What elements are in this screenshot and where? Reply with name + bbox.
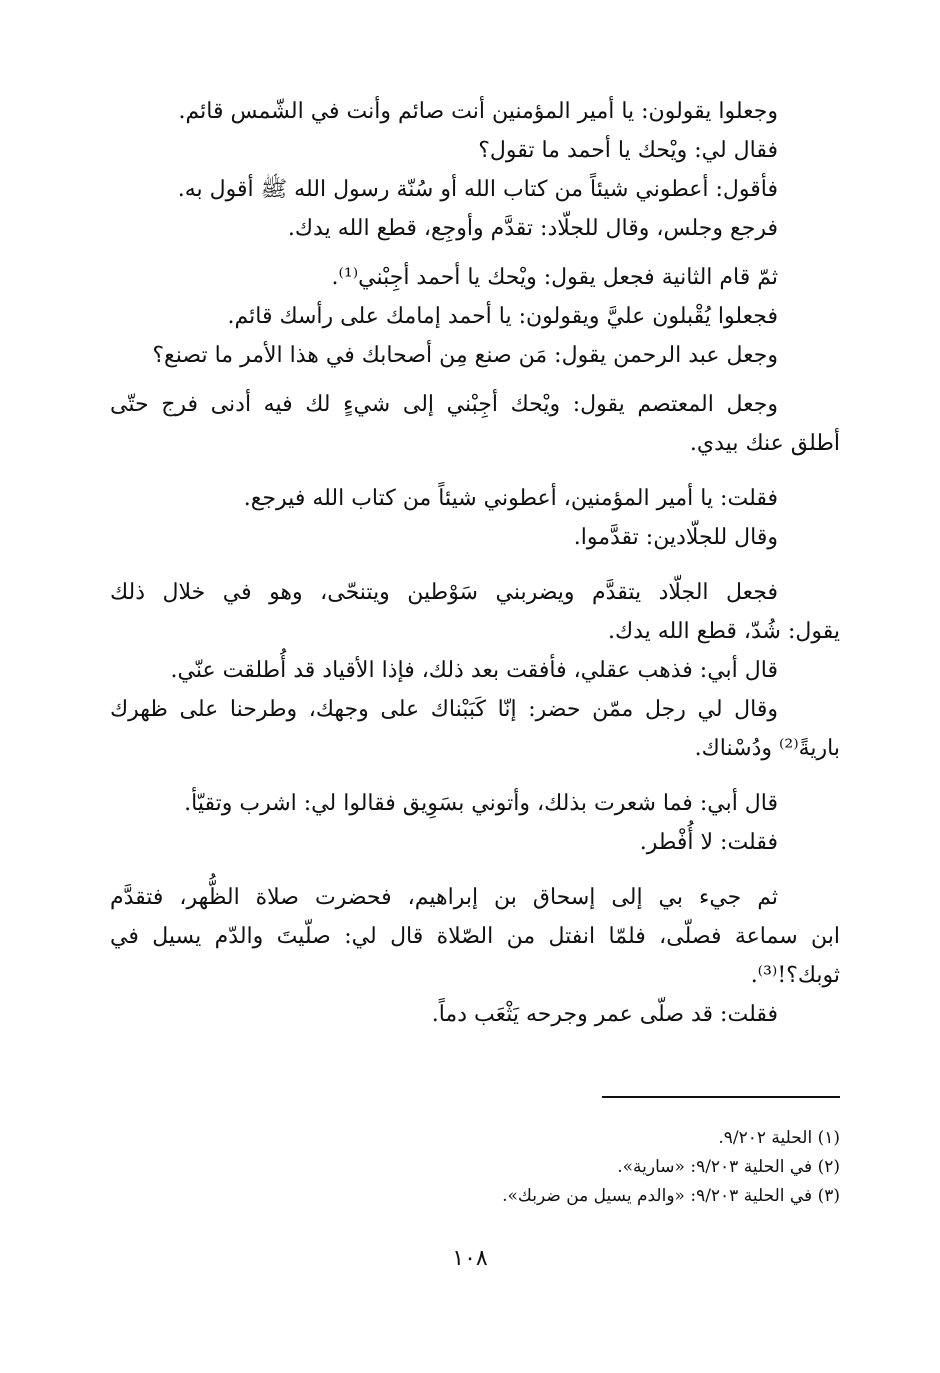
text-line: فقلت: يا أمير المؤمنين، أعطوني شيئاً من كتاب الله فيرجع. <box>243 486 778 511</box>
text-line: فقلت: لا أُفْطر. <box>639 830 778 855</box>
text-line: باريةً⁽²⁾ ودُسْناك. <box>694 736 840 761</box>
text-line: فجعل الجلّاد يتقدَّم ويضربني سَوْطين ويتنحّى، وهو في خلال ذلك <box>110 580 778 605</box>
footnote-2: (٢) في الحلية ٩/٢٠٣: «سارية». <box>617 1157 840 1177</box>
text-line: فرجع وجلس، وقال للجلّاد: تقدَّم وأوجِع، قطع الله يدك. <box>287 216 778 241</box>
text-line: وجعل المعتصم يقول: ويْحك أجِبْني إلى شيءٍ لك فيه أدنى فرج حتّى <box>110 392 778 417</box>
footnote-1: (١) الحلية ٩/٢٠٢. <box>718 1128 840 1148</box>
text-line: فأقول: أعطوني شيئاً من كتاب الله أو سُنّة رسول الله ﷺ أقول به. <box>177 177 778 202</box>
text-line: وقال للجلّادين: تقدَّموا. <box>573 525 778 550</box>
text-line: ثمّ قام الثانية فجعل يقول: ويْحك يا أحمد أجِبْني⁽¹⁾. <box>331 265 778 290</box>
footnotes <box>300 1124 840 1211</box>
text-line: وجعل عبد الرحمن يقول: مَن صنع مِن أصحابك في هذا الأمر ما تصنع؟ <box>152 343 778 368</box>
footnote-divider <box>602 1096 840 1098</box>
text-line: فجعلوا يُقْبلون عليَّ ويقولون: يا أحمد إمامك على رأسك قائم. <box>227 304 778 329</box>
text-line: ابن سماعة فصلّى، فلمّا انفتل من الصّلاة قال لي: صلّيتَ والدّم يسيل في <box>110 924 840 949</box>
text-line: فقلت: قد صلّى عمر وجرحه يَثْعَب دماً. <box>431 1002 778 1027</box>
footnote-3: (٣) في الحلية ٩/٢٠٣: «والدم يسيل من ضربك». <box>502 1186 840 1206</box>
text-line: ثوبك؟!⁽³⁾. <box>750 963 840 988</box>
text-line: قال أبي: فذهب عقلي، فأفقت بعد ذلك، فإذا الأقياد قد أُطلقت عنّي. <box>170 658 778 683</box>
page-number: ١٠٨ <box>452 1246 488 1271</box>
text-line: يقول: شُدّ، قطع الله يدك. <box>607 619 840 644</box>
text-line: فقال لي: ويْحك يا أحمد ما تقول؟ <box>478 138 778 163</box>
text-line: ثم جيء بي إلى إسحاق بن إبراهيم، فحضرت صلاة الظُّهر، فتقدَّم <box>110 885 778 910</box>
body-text <box>110 92 840 1034</box>
text-line: وجعلوا يقولون: يا أمير المؤمنين أنت صائم وأنت في الشّمس قائم. <box>178 99 778 124</box>
text-line: وقال لي رجل ممّن حضر: إنّا كَبَبْناك على وجهك، وطرحنا على ظهرك <box>110 697 778 722</box>
text-line: قال أبي: فما شعرت بذلك، وأتوني بسَوِيق فقالوا لي: اشرب وتقيّأ. <box>184 791 778 816</box>
text-line: أطلق عنك بيدي. <box>689 431 840 456</box>
